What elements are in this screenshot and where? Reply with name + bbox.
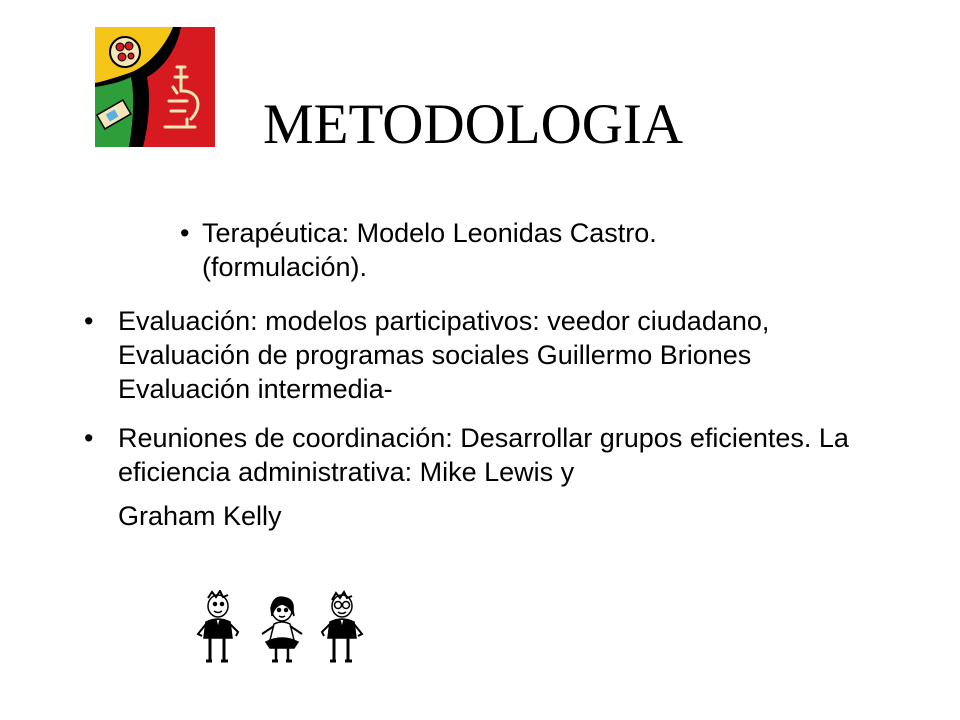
sub-bullet-item <box>180 216 820 284</box>
sub-bullet-text: Terapéutica: Modelo Leonidas Castro.(formulación). <box>202 218 657 282</box>
list-item <box>84 304 874 406</box>
bullet-list <box>84 304 874 548</box>
bullet-icon: • <box>180 218 190 248</box>
slide-title: METODOLOGIA <box>263 93 684 156</box>
bullet-icon: • <box>84 306 94 336</box>
list-item-text: Evaluación: modelos participativos: veedor ciudadano, Evaluación de programas sociales Guillermo Briones Evaluación intermedia- <box>118 306 770 404</box>
list-item-text: Reuniones de coordinación: Desarrollar grupos eficientes. La eficiencia administrativa: Mike Lewis y <box>118 423 849 487</box>
three-people-icon <box>190 590 375 665</box>
list-item <box>84 421 874 533</box>
science-clipart-icon <box>95 27 215 147</box>
list-item-text-continued: Graham Kelly <box>118 501 282 531</box>
bullet-icon: • <box>84 423 94 453</box>
